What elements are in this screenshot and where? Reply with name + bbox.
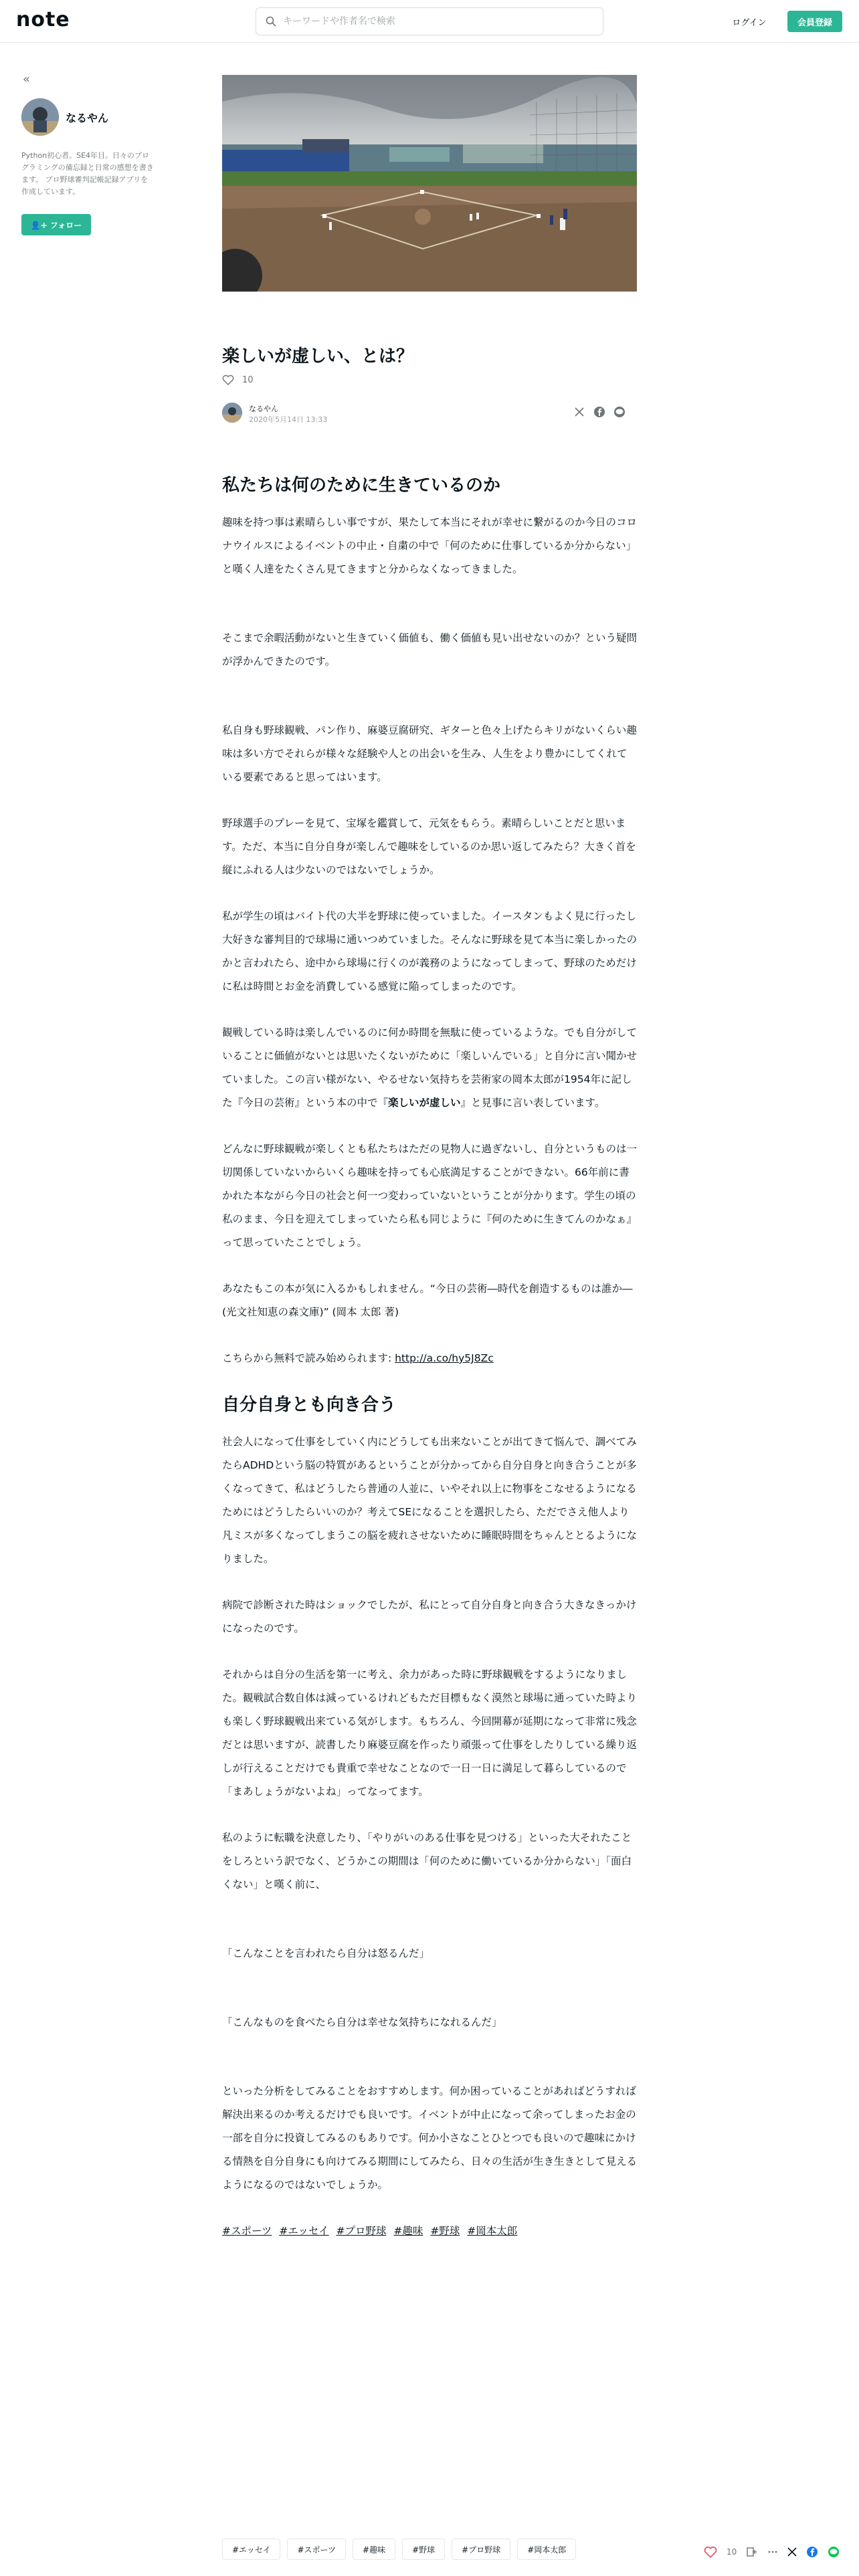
facebook-share-icon[interactable] — [593, 405, 606, 419]
paragraph-5: 私が学生の頃はバイト代の大半を野球に使っていました。イースタンもよく見に行ったし大好きな審判目的で球場に通いつめていました。そんなに野球を見て本当に楽しかったのかと言われたら、途中から球場に行くのが義務のようになってしまって、野球のためだけに私は時間とお金を消費している感覚に陥ってしまったのです。 — [222, 910, 638, 992]
magazine-add-icon[interactable] — [746, 2546, 758, 2558]
paragraph-7: どんなに野球観戦が楽しくとも私たちはただの見物人に過ぎないし、自分というものは一切関係していないからいくら趣味を持っても心底満足することができない。66年前に書かれた本ながら今日の社会と何一つ変わっていないということが分かります。学生の頃の私のまま、今日を迎えてしまっていたら私も同じように『何のために生きてんのかなぁ』って思っていたことでしょう。 — [222, 1143, 638, 1249]
follow-user-icon: 👤+ — [30, 220, 47, 230]
inline-tag[interactable]: #趣味 — [393, 2225, 423, 2237]
note-logo[interactable]: note — [16, 8, 70, 31]
tag-chip[interactable]: #趣味 — [353, 2539, 395, 2560]
inline-tag[interactable]: #エッセイ — [279, 2225, 329, 2237]
heart-icon[interactable] — [222, 374, 234, 385]
author-row — [222, 401, 637, 428]
hero-image-baseball-field — [222, 75, 637, 292]
tag-chip[interactable]: #エッセイ — [222, 2539, 280, 2560]
like-count: 10 — [242, 374, 254, 385]
book-link[interactable]: http://a.co/hy5J8Zc — [395, 1352, 494, 1364]
line-share-icon[interactable] — [828, 2546, 840, 2558]
paragraph-4: 野球選手のプレーを見て、宝塚を鑑賞して、元気をもらう。素晴らしいことだと思います。ただ、本当に自分自身が楽しんで趣味をしているのか思い返してみたら？大きく首を縦にふれる人は少ないのではないでしょうか。 — [222, 817, 636, 876]
search-box[interactable] — [256, 7, 603, 35]
paragraph-2: そこまで余暇活動がないと生きていく価値も、働く価値も見い出せないのか？という疑問が浮かんできたのです。 — [222, 632, 638, 667]
sidebar-author-bio: Python初心者。SE4年目。日々のプログラミングの備忘録と日常の感想を書きます。 プロ野球審判記帳記録アプリを作成しています。 — [21, 151, 154, 196]
x-share-icon[interactable] — [787, 2547, 797, 2557]
follow-button[interactable] — [21, 214, 91, 235]
paragraph-9: こちらから無料で読み始められます: http://a.co/hy5J8Zc — [222, 1352, 494, 1364]
paragraph-10: 社会人になって仕事をしていく内にどうしても出来ないことが出てきて悩んで、調べてみたらADHDという脳の特質があるということが分かってから自分自身と向き合うことが多くなってきて、私はどうしたら普通の人並に、いやそれ以上に物事をこなせるようになるためにはどうしたらいいのか？考えてSEになることを選択したら、ただでさえ他人より凡ミスが多くなってしまうこの脳を疲れさせないために睡眠時間をちゃんととるようになりました。 — [222, 1436, 638, 1565]
inline-hashtags — [222, 2220, 637, 2243]
footer-action-bar — [704, 2544, 840, 2560]
section-heading-1: 私たちは何のために生きているのか — [222, 475, 501, 496]
sidebar-author-name[interactable]: なるやん — [66, 112, 109, 124]
paragraph-3: 私自身も野球観戦、パン作り、麻婆豆腐研究、ギターと色々上げたらキリがないくらい趣味は多い方でそれらが様々な経験や人との出会いを生み、人生をより豊かにしてくれている要素であると思ってはいます。 — [222, 724, 637, 783]
more-options-icon[interactable] — [767, 2547, 778, 2557]
search-input[interactable] — [283, 8, 597, 35]
paragraph-8: あなたもこの本が気に入るかもしれません。“今日の芸術―時代を創造するものは誰か― (光文社知恵の森文庫)” (岡本 太郎 著) — [222, 1283, 633, 1318]
line-share-icon[interactable] — [613, 405, 626, 419]
collapse-sidebar-icon[interactable]: « — [23, 72, 31, 86]
publish-date: 2020年5月14日 13:33 — [249, 415, 328, 424]
footer-like-count: 10 — [727, 2547, 737, 2557]
signup-button[interactable]: 会員登録 — [787, 11, 842, 32]
inline-tag[interactable]: #野球 — [430, 2225, 460, 2237]
paragraph-13: 私のように転職を決意したり、「やりがいのある仕事を見つける」といった大それたことをしろという訳でなく、どうかこの期間は「何のために働いているか分からない」「面白くない」と嘆く前に、 — [222, 1832, 632, 1891]
tag-chip[interactable]: #野球 — [402, 2539, 445, 2560]
article — [222, 75, 638, 2237]
login-button[interactable]: ログイン — [724, 11, 775, 32]
search-icon — [266, 16, 276, 27]
site-header — [0, 0, 859, 43]
x-share-icon[interactable] — [573, 405, 586, 419]
tag-chip[interactable]: #プロ野球 — [452, 2539, 510, 2560]
facebook-share-icon[interactable] — [806, 2546, 818, 2558]
heart-icon[interactable] — [704, 2546, 717, 2558]
follow-label: フォロー — [50, 220, 82, 230]
author-name[interactable]: なるやん — [249, 405, 278, 413]
paragraph-6: 観戦している時は楽しんでいるのに何か時間を無駄に使っているような。でも自分がしていることに価値がないとは思いたくないがために「楽しいんでいる」と自分に言い聞かせていました。この言い様がない、やるせない気持ちを芸術家の岡本太郎が1954年に記した『今日の芸術』という本の中で『楽しいが虚しい』と見事に言い表しています。 — [222, 1027, 638, 1109]
article-likes[interactable] — [222, 374, 254, 385]
inline-tag[interactable]: #岡本太郎 — [467, 2225, 518, 2237]
inline-tag[interactable]: #スポーツ — [222, 2225, 272, 2237]
paragraph-12: それからは自分の生活を第一に考え、余力があった時に野球観戦をするようになりました。観戦試合数自体は減っているけれどもただ目標もなく漠然と球場に通っていた時よりも楽しく野球観戦出来ている気がします。もちろん、今回開幕が延期になって非常に残念だとは思いますが、読書したり麻婆豆腐を作ったり頑張って仕事をしたりしている繰り返しが行えることだけでも貴重で幸せなことなので一日一日に満足して暮らしているので「まあしょうがないよね」ってなってます。 — [222, 1669, 638, 1798]
article-body — [222, 473, 637, 2243]
tag-chip[interactable]: #スポーツ — [287, 2539, 346, 2560]
paragraph-1: 趣味を持つ事は素晴らしい事ですが、果たして本当にそれが幸せに繋がるのか今日のコロナウイルスによるイベントの中止・自粛の中で「何のために仕事しているか分からない」と嘆く人達をたくさん見てきますと分からなくなってきました。 — [222, 516, 638, 575]
section-heading-2: 自分自身とも向き合う — [222, 1395, 397, 1415]
article-title: 楽しいが虚しい、とは？ — [222, 346, 414, 366]
paragraph-11: 病院で診断された時はショックでしたが、私にとって自分自身と向き合う大きなきっかけになったのです。 — [222, 1599, 637, 1634]
tag-chip[interactable]: #岡本太郎 — [517, 2539, 576, 2560]
inline-tag[interactable]: #プロ野球 — [336, 2225, 387, 2237]
paragraph-16: といった分析をしてみることをおすすめします。何か困っていることがあればどうすれば解決出来るのか考えるだけでも良いです。イベントが中止になって余ってしまったお金の一部を自分に投資してみるのもありです。何か小さなことひとつでも良いので趣味にかける情熱を自分自身にも向けてみる期間にしてみたら、日々の生活が生き生きとして見えるようになるのではないでしょうか。 — [222, 2085, 638, 2191]
paragraph-15: 「こんなものを食べたら自分は幸せな気持ちになれるんだ」 — [222, 2016, 502, 2028]
tag-list — [222, 2539, 576, 2560]
emphasis-text: 楽しいが虚しい — [388, 1097, 461, 1109]
author-avatar[interactable] — [222, 403, 242, 423]
avatar[interactable] — [21, 98, 59, 136]
paragraph-14: 「こんなことを言われたら自分は怒るんだ」 — [222, 1947, 430, 1959]
